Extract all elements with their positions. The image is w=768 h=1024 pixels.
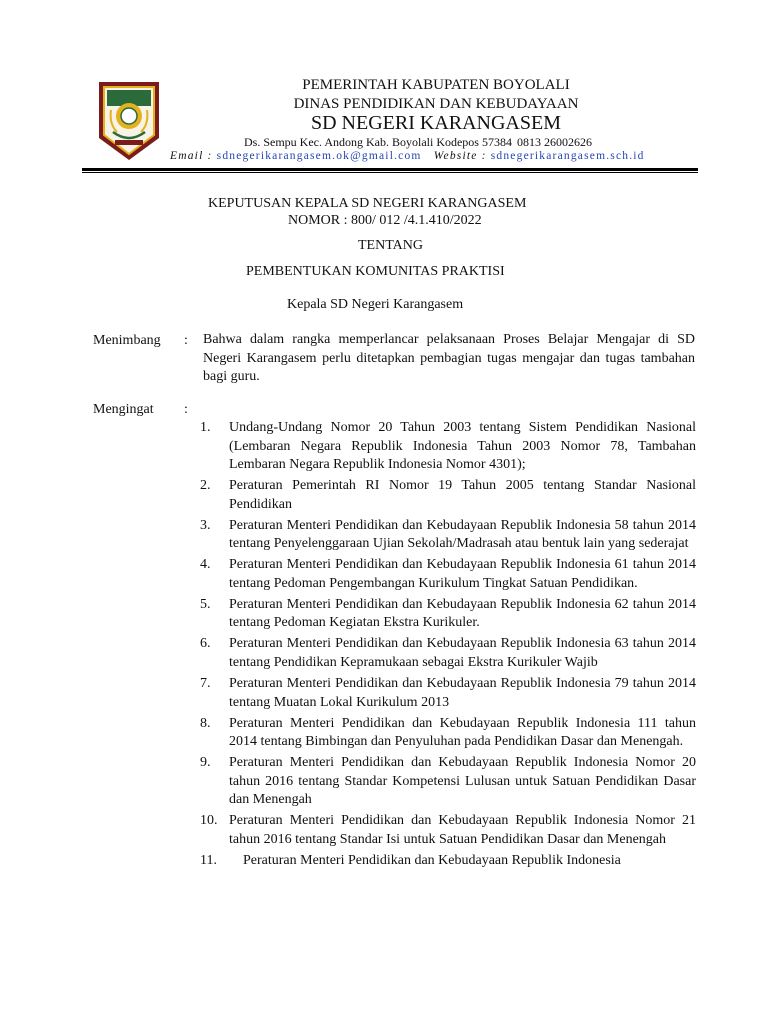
item-text: Peraturan Menteri Pendidikan dan Kebudayaan Republik Indonesia 61 tahun 2014 tentang Pedoman Pengembangan Kurikulum Tingkat Satuan Pendidikan. (229, 557, 696, 591)
item-text: Peraturan Menteri Pendidikan dan Kebudayaan Republik Indonesia Nomor 20 tahun 2016 tentang Standar Kompetensi Lulusan untuk Satuan Pendidikan Dasar dan Menengah (229, 755, 696, 808)
list-item (200, 556, 696, 593)
email-label: Email : (170, 150, 213, 162)
item-number: 2. (200, 478, 211, 494)
school-address: Ds. Sempu Kec. Andong Kab. Boyolali Kodepos 57384 0813 26002626 (244, 135, 592, 149)
list-item (200, 675, 696, 712)
item-text: Peraturan Pemerintah RI Nomor 19 Tahun 2005 tentang Standar Nasional Pendidikan (229, 478, 696, 512)
government-name: PEMERINTAH KABUPATEN BOYOLALI (302, 77, 570, 93)
decree-title: KEPUTUSAN KEPALA SD NEGERI KARANGASEM (208, 196, 527, 211)
item-text: Peraturan Menteri Pendidikan dan Kebudayaan Republik Indonesia 63 tahun 2014 tentang Pendidikan Kepramukaan sebagai Ekstra Kurikuler Wajib (229, 636, 696, 670)
letterhead-rule-thick (82, 168, 698, 171)
letterhead-rule-thin (82, 172, 698, 173)
item-text: Peraturan Menteri Pendidikan dan Kebudayaan Republik Indonesia 111 tahun 2014 tentang Bimbingan dan Penyuluhan pada Pendidikan Dasar dan Menengah. (229, 715, 696, 750)
item-number: 6. (200, 636, 211, 652)
menimbang-label: Menimbang (93, 333, 161, 348)
item-text: Peraturan Menteri Pendidikan dan Kebudayaan Republik Indonesia 62 tahun 2014 tentang Pedoman Kegiatan Ekstra Kurikuler. (229, 596, 696, 631)
list-item (200, 517, 696, 554)
item-number: 7. (200, 676, 211, 692)
decree-about: TENTANG (358, 238, 423, 253)
decree-subject: PEMBENTUKAN KOMUNITAS PRAKTISI (246, 264, 505, 279)
department-name: DINAS PENDIDIKAN DAN KEBUDAYAAN (293, 96, 579, 112)
item-number: 11. (200, 852, 217, 868)
mengingat-colon: : (184, 402, 188, 417)
item-text: Peraturan Menteri Pendidikan dan Kebudayaan Republik Indonesia (229, 852, 621, 868)
decree-number: NOMOR : 800/ 012 /4.1.410/2022 (288, 213, 482, 228)
item-number: 4. (200, 557, 211, 573)
email-link[interactable]: sdnegerikarangasem.ok@gmail.com (216, 150, 422, 162)
website-label: Website : (433, 150, 487, 162)
item-number: 8. (200, 715, 211, 731)
item-text: Peraturan Menteri Pendidikan dan Kebudayaan Republik Indonesia Nomor 21 tahun 2016 tentang Standar Isi untuk Satuan Pendidikan Dasar dan Menengah (229, 813, 696, 847)
website-link[interactable]: sdnegerikarangasem.sch.id (490, 150, 645, 162)
item-text: Peraturan Menteri Pendidikan dan Kebudayaan Republik Indonesia 79 tahun 2014 tentang Muatan Lokal Kurikulum 2013 (229, 676, 696, 710)
list-item (200, 635, 696, 672)
item-number: 1. (200, 420, 211, 435)
item-number: 9. (200, 755, 211, 771)
list-item (200, 477, 696, 514)
item-number: 3. (200, 517, 211, 533)
list-item (200, 852, 696, 871)
item-number: 10. (200, 813, 218, 829)
list-item (200, 812, 696, 849)
decree-issuer: Kepala SD Negeri Karangasem (287, 297, 464, 312)
school-name: SD NEGERI KARANGASEM (310, 112, 561, 134)
item-text: Undang-Undang Nomor 20 Tahun 2003 tentang Sistem Pendidikan Nasional (Lembaran Negara Republik Indonesia Tahun 2003 Nomor 78, Tambahan Lembaran Negara Republik Indonesia Nomor 4301); (229, 420, 696, 472)
menimbang-text: Bahwa dalam rangka memperlancar pelaksanaan Proses Belajar Mengajar di SD Negeri Karangasem perlu ditetapkan pembagian tugas mengajar dan tugas tambahan bagi guru. (203, 332, 695, 384)
list-item (200, 419, 696, 475)
menimbang-colon: : (184, 333, 188, 348)
list-item (200, 715, 696, 752)
item-text: Peraturan Menteri Pendidikan dan Kebudayaan Republik Indonesia 58 tahun 2014 tentang Penyelenggaraan Ujian Sekolah/Madrasah atau bentuk lain yang sederajat (229, 517, 696, 552)
mengingat-label: Mengingat (93, 402, 154, 417)
item-number: 5. (200, 596, 211, 612)
list-item (200, 596, 696, 633)
mengingat-list (200, 419, 696, 873)
contact-line (170, 150, 645, 162)
list-item (200, 754, 696, 810)
